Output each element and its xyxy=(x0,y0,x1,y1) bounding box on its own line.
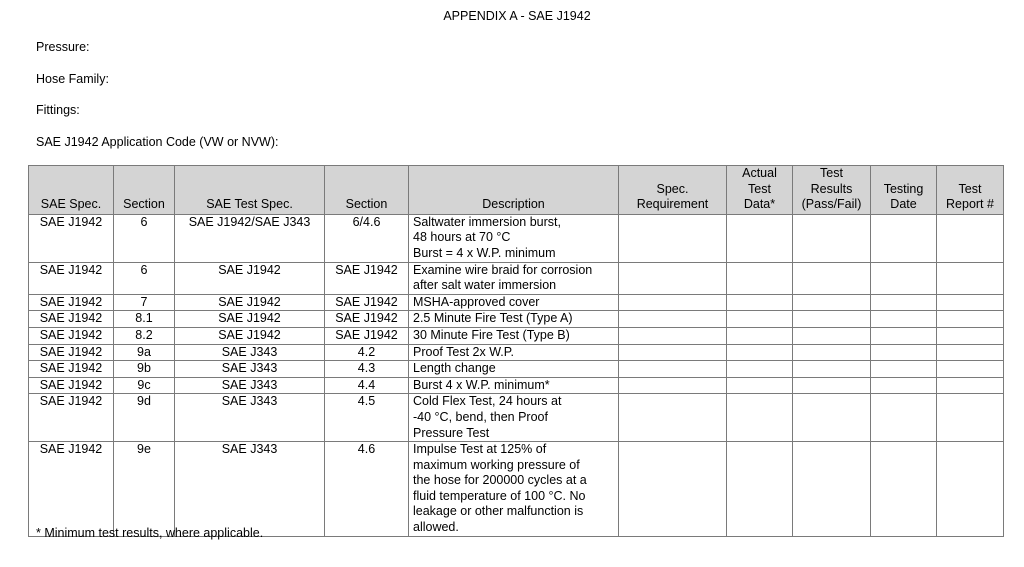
cell-testing-date[interactable] xyxy=(871,394,937,442)
table-body xyxy=(29,214,1004,536)
cell-test-results[interactable] xyxy=(793,377,871,394)
cell-description: 2.5 Minute Fire Test (Type A) xyxy=(409,311,619,328)
header-actual-test-data: Actual Test Data* xyxy=(727,166,793,215)
cell-section: 8.1 xyxy=(114,311,175,328)
cell-description: MSHA-approved cover xyxy=(409,294,619,311)
cell-test-section: 4.3 xyxy=(325,361,409,378)
header-sae-test-spec: SAE Test Spec. xyxy=(175,166,325,215)
cell-testing-date[interactable] xyxy=(871,361,937,378)
cell-sae-spec: SAE J1942 xyxy=(29,394,114,442)
cell-sae-test-spec: SAE J1942 xyxy=(175,327,325,344)
table-row xyxy=(29,344,1004,361)
cell-test-results[interactable] xyxy=(793,262,871,294)
table-row xyxy=(29,377,1004,394)
table-row xyxy=(29,327,1004,344)
hose-family-label: Hose Family: xyxy=(36,72,109,86)
cell-sae-spec: SAE J1942 xyxy=(29,344,114,361)
cell-testing-date[interactable] xyxy=(871,214,937,262)
cell-actual-test-data[interactable] xyxy=(727,442,793,537)
cell-spec-requirement[interactable] xyxy=(619,214,727,262)
fittings-label: Fittings: xyxy=(36,103,80,117)
cell-test-section: 4.5 xyxy=(325,394,409,442)
cell-section: 9b xyxy=(114,361,175,378)
page-title: APPENDIX A - SAE J1942 xyxy=(443,9,591,23)
pressure-label: Pressure: xyxy=(36,40,90,54)
cell-test-results[interactable] xyxy=(793,294,871,311)
cell-test-report[interactable] xyxy=(937,214,1004,262)
cell-spec-requirement[interactable] xyxy=(619,294,727,311)
cell-section: 8.2 xyxy=(114,327,175,344)
cell-section: 6 xyxy=(114,214,175,262)
cell-test-report[interactable] xyxy=(937,394,1004,442)
cell-sae-spec: SAE J1942 xyxy=(29,311,114,328)
cell-section: 9a xyxy=(114,344,175,361)
cell-section: 7 xyxy=(114,294,175,311)
cell-testing-date[interactable] xyxy=(871,442,937,537)
cell-description: Proof Test 2x W.P. xyxy=(409,344,619,361)
cell-description: Examine wire braid for corrosion after salt water immersion xyxy=(409,262,619,294)
cell-sae-spec: SAE J1942 xyxy=(29,377,114,394)
table-row xyxy=(29,442,1004,537)
cell-test-results[interactable] xyxy=(793,327,871,344)
cell-test-results[interactable] xyxy=(793,344,871,361)
table-header xyxy=(29,166,1004,215)
cell-test-results[interactable] xyxy=(793,361,871,378)
header-sae-spec: SAE Spec. xyxy=(29,166,114,215)
cell-sae-spec: SAE J1942 xyxy=(29,262,114,294)
table-row xyxy=(29,214,1004,262)
cell-sae-test-spec: SAE J1942 xyxy=(175,294,325,311)
cell-test-section: 4.4 xyxy=(325,377,409,394)
footnote: * Minimum test results, where applicable. xyxy=(36,526,264,540)
cell-spec-requirement[interactable] xyxy=(619,377,727,394)
cell-sae-test-spec: SAE J1942 xyxy=(175,262,325,294)
cell-testing-date[interactable] xyxy=(871,311,937,328)
cell-test-report[interactable] xyxy=(937,294,1004,311)
table-row xyxy=(29,394,1004,442)
cell-sae-spec: SAE J1942 xyxy=(29,327,114,344)
cell-test-report[interactable] xyxy=(937,442,1004,537)
cell-actual-test-data[interactable] xyxy=(727,262,793,294)
cell-test-report[interactable] xyxy=(937,262,1004,294)
cell-spec-requirement[interactable] xyxy=(619,361,727,378)
cell-spec-requirement[interactable] xyxy=(619,262,727,294)
header-test-results: Test Results (Pass/Fail) xyxy=(793,166,871,215)
cell-test-results[interactable] xyxy=(793,214,871,262)
cell-testing-date[interactable] xyxy=(871,327,937,344)
cell-test-results[interactable] xyxy=(793,394,871,442)
cell-sae-test-spec: SAE J1942/SAE J343 xyxy=(175,214,325,262)
cell-sae-spec: SAE J1942 xyxy=(29,214,114,262)
cell-sae-test-spec: SAE J343 xyxy=(175,394,325,442)
cell-spec-requirement[interactable] xyxy=(619,344,727,361)
cell-test-report[interactable] xyxy=(937,311,1004,328)
cell-description: Saltwater immersion burst, 48 hours at 70 °C Burst = 4 x W.P. minimum xyxy=(409,214,619,262)
cell-section: 6 xyxy=(114,262,175,294)
cell-spec-requirement[interactable] xyxy=(619,327,727,344)
cell-section: 9c xyxy=(114,377,175,394)
cell-test-section: SAE J1942 xyxy=(325,262,409,294)
table-header-row xyxy=(29,166,1004,215)
cell-actual-test-data[interactable] xyxy=(727,344,793,361)
cell-testing-date[interactable] xyxy=(871,262,937,294)
cell-spec-requirement[interactable] xyxy=(619,442,727,537)
cell-test-report[interactable] xyxy=(937,377,1004,394)
cell-test-section: 4.2 xyxy=(325,344,409,361)
cell-description: 30 Minute Fire Test (Type B) xyxy=(409,327,619,344)
cell-actual-test-data[interactable] xyxy=(727,377,793,394)
cell-description: Cold Flex Test, 24 hours at -40 °C, bend, then Proof Pressure Test xyxy=(409,394,619,442)
cell-spec-requirement[interactable] xyxy=(619,394,727,442)
table-row xyxy=(29,311,1004,328)
table-row xyxy=(29,294,1004,311)
cell-test-section: SAE J1942 xyxy=(325,327,409,344)
cell-test-report[interactable] xyxy=(937,361,1004,378)
cell-testing-date[interactable] xyxy=(871,294,937,311)
cell-sae-test-spec: SAE J343 xyxy=(175,377,325,394)
cell-test-section: 4.6 xyxy=(325,442,409,537)
cell-description: Length change xyxy=(409,361,619,378)
cell-test-report[interactable] xyxy=(937,327,1004,344)
application-code-label: SAE J1942 Application Code (VW or NVW): xyxy=(36,135,279,149)
cell-test-results[interactable] xyxy=(793,442,871,537)
cell-description: Impulse Test at 125% of maximum working pressure of the hose for 200000 cycles at a fluid temperature of 100 °C. No leakage or other malfunction is allowed. xyxy=(409,442,619,537)
cell-test-section: 6/4.6 xyxy=(325,214,409,262)
cell-spec-requirement[interactable] xyxy=(619,311,727,328)
cell-sae-test-spec: SAE J343 xyxy=(175,442,325,537)
cell-testing-date[interactable] xyxy=(871,377,937,394)
table-row xyxy=(29,361,1004,378)
header-description: Description xyxy=(409,166,619,215)
cell-description: Burst 4 x W.P. minimum* xyxy=(409,377,619,394)
cell-actual-test-data[interactable] xyxy=(727,311,793,328)
header-test-section: Section xyxy=(325,166,409,215)
cell-sae-test-spec: SAE J1942 xyxy=(175,311,325,328)
cell-actual-test-data[interactable] xyxy=(727,361,793,378)
cell-sae-spec: SAE J1942 xyxy=(29,294,114,311)
cell-sae-test-spec: SAE J343 xyxy=(175,361,325,378)
cell-test-results[interactable] xyxy=(793,311,871,328)
header-section: Section xyxy=(114,166,175,215)
cell-actual-test-data[interactable] xyxy=(727,294,793,311)
cell-sae-spec: SAE J1942 xyxy=(29,442,114,537)
cell-actual-test-data[interactable] xyxy=(727,214,793,262)
table-row xyxy=(29,262,1004,294)
cell-actual-test-data[interactable] xyxy=(727,327,793,344)
cell-testing-date[interactable] xyxy=(871,344,937,361)
cell-test-report[interactable] xyxy=(937,344,1004,361)
cell-test-section: SAE J1942 xyxy=(325,294,409,311)
cell-sae-spec: SAE J1942 xyxy=(29,361,114,378)
cell-sae-test-spec: SAE J343 xyxy=(175,344,325,361)
header-spec-requirement: Spec. Requirement xyxy=(619,166,727,215)
cell-test-section: SAE J1942 xyxy=(325,311,409,328)
header-testing-date: Testing Date xyxy=(871,166,937,215)
test-specification-table xyxy=(28,165,1004,537)
header-test-report: Test Report # xyxy=(937,166,1004,215)
cell-actual-test-data[interactable] xyxy=(727,394,793,442)
cell-section: 9e xyxy=(114,442,175,537)
cell-section: 9d xyxy=(114,394,175,442)
